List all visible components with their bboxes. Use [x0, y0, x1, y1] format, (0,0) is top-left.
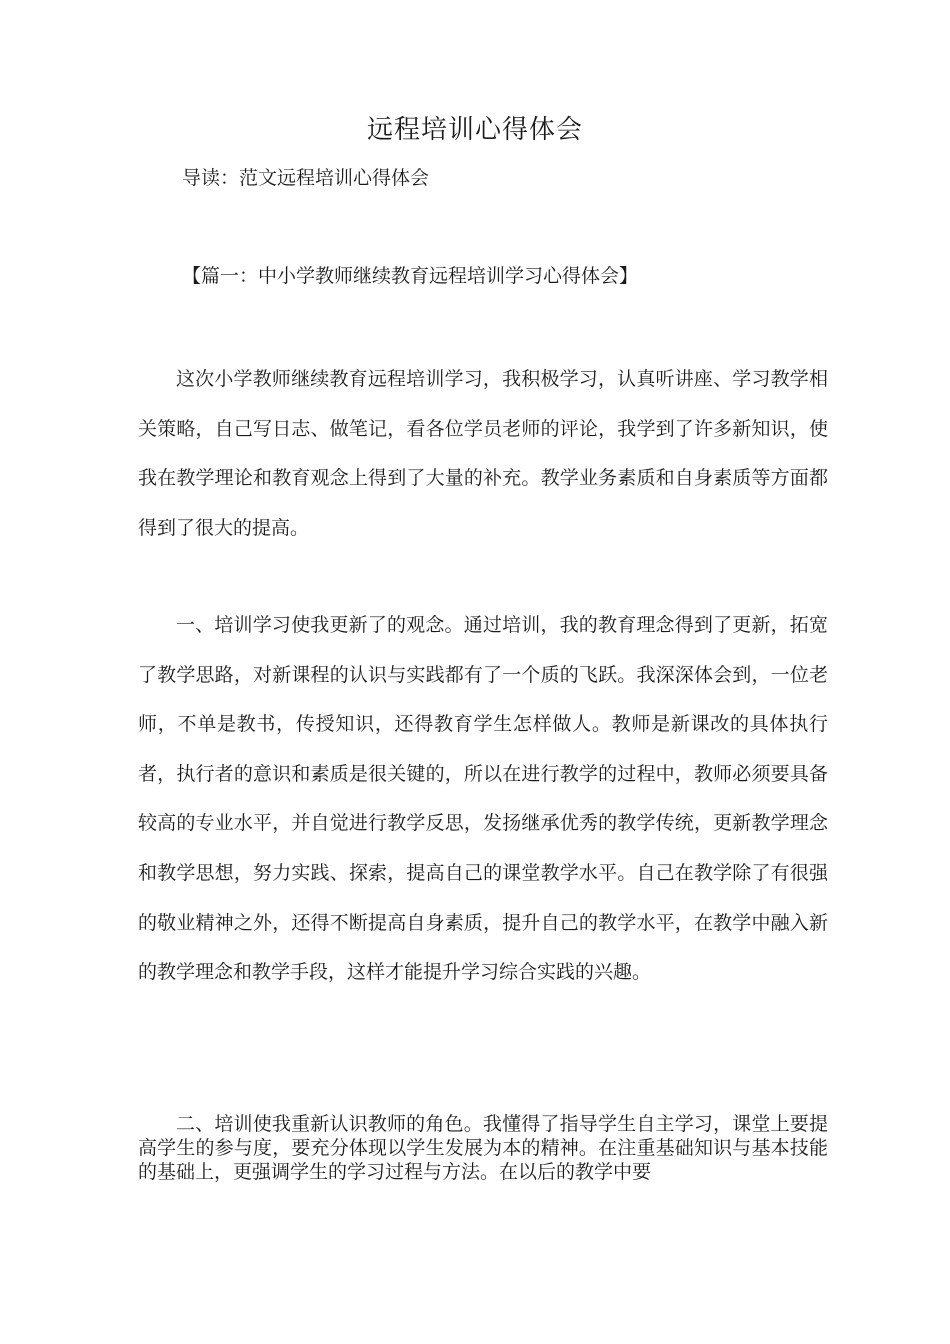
document-title: 远程培训心得体会 — [366, 115, 583, 145]
intro-line: 导读：范文远程培训心得体会 — [182, 167, 430, 189]
body-paragraph: 这次小学教师继续教育远程培训学习，我积极学习，认真听讲座、学习教学相关策略，自己写日志、做笔记，看各位学员老师的评论，我学到了许多新知识，使我在教学理论和教育观念上得到了大量的补充。教学业务素质和自身素质等方面都得到了很大的提高。 — [138, 368, 828, 539]
section-heading: 【篇一：中小学教师继续教育远程培训学习心得体会】 — [182, 265, 639, 287]
body-paragraph: 一、培训学习使我更新了的观念。通过培训，我的教育理念得到了更新，拓宽了教学思路，对新课程的认识与实践都有了一个质的飞跃。我深深体会到，一位老师，不单是教书，传授知识，还得教育学生怎样做人。教师是新课改的具体执行者，执行者的意识和素质是很关键的，所以在进行教学的过程中，教师必须要具备较高的专业水平，并自觉进行教学反思，发扬继承优秀的教学传统，更新教学理念和教学思想，努力实践、探索，提高自己的课堂教学水平。自己在教学除了有很强的敬业精神之外，还得不断提高自身素质，提升自己的教学水平，在教学中融入新的教学理念和教学手段，这样才能提升学习综合实践的兴趣。 — [138, 614, 828, 984]
body-paragraph: 二、培训使我重新认识教师的角色。我懂得了指导学生自主学习，课堂上要提高学生的参与度，要充分体现以学生发展为本的精神。在注重基础知识与基本技能的基础上，更强调学生的学习过程与方法。在以后的教学中要 — [138, 1113, 828, 1183]
